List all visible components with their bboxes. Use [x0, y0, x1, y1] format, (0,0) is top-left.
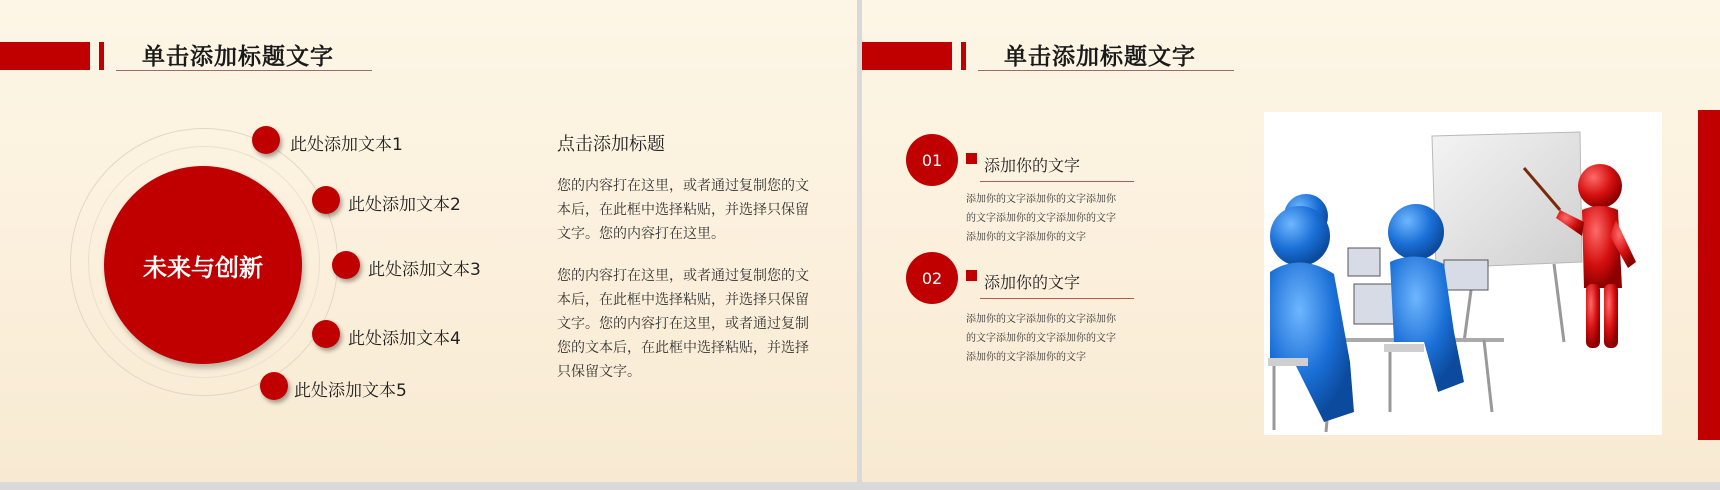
item-dot-2: [312, 186, 340, 214]
number-badge-2: [906, 252, 958, 304]
item-heading-1[interactable]: 添加你的文字: [984, 156, 1081, 175]
item-dot-4: [312, 320, 340, 348]
center-circle[interactable]: [104, 166, 302, 364]
item-body-1[interactable]: 添加你的文字添加你的文字添加你的文字添加你的文字添加你的文字添加你的文字添加你的文字: [966, 194, 1116, 243]
slide-title[interactable]: 单击添加标题文字: [1004, 44, 1196, 70]
item-heading-2[interactable]: 添加你的文字: [984, 273, 1081, 292]
item-label-1[interactable]: 此处添加文本1: [290, 135, 403, 155]
item-label-4[interactable]: 此处添加文本4: [348, 329, 461, 349]
item-dot-1: [252, 126, 280, 154]
slide-left: [0, 0, 857, 482]
item-divider-1: [980, 181, 1134, 182]
content-subtitle[interactable]: 点击添加标题: [557, 134, 665, 155]
bullet-square-2: [966, 270, 977, 281]
title-accent-tick: [99, 42, 104, 70]
item-label-5[interactable]: 此处添加文本5: [294, 381, 407, 401]
number-badge-2-text: 02: [921, 268, 943, 288]
bullet-square-1: [966, 153, 977, 164]
item-dot-3: [332, 251, 360, 279]
center-label: 未来与创新: [143, 253, 263, 282]
slide-title[interactable]: 单击添加标题文字: [142, 44, 334, 70]
content-paragraph-2[interactable]: 您的内容打在这里，或者通过复制您的文本后，在此框中选择粘贴，并选择只保留文字。您的内容打在这里，或者通过复制您的文本后，在此框中选择粘贴，并选择只保留文字。: [557, 268, 809, 380]
number-badge-1: [906, 134, 958, 186]
number-badge-1-text: 01: [921, 150, 943, 170]
illustration-image[interactable]: [1264, 112, 1662, 435]
title-underline: [116, 70, 372, 71]
title-underline: [978, 70, 1234, 71]
title-accent-bar: [0, 42, 90, 70]
slide-right: [862, 0, 1720, 482]
item-body-2[interactable]: 添加你的文字添加你的文字添加你的文字添加你的文字添加你的文字添加你的文字添加你的文字: [966, 314, 1116, 363]
title-accent-bar: [862, 42, 952, 70]
right-accent-strip: [1698, 110, 1720, 440]
title-accent-tick: [961, 42, 966, 70]
presentation-illustration-icon: [1264, 112, 1662, 435]
item-label-2[interactable]: 此处添加文本2: [348, 195, 461, 215]
item-label-3[interactable]: 此处添加文本3: [368, 260, 481, 280]
content-paragraph-1[interactable]: 您的内容打在这里，或者通过复制您的文本后，在此框中选择粘贴，并选择只保留文字。您的内容打在这里。: [557, 178, 809, 242]
item-dot-5: [260, 372, 288, 400]
item-divider-2: [980, 298, 1134, 299]
